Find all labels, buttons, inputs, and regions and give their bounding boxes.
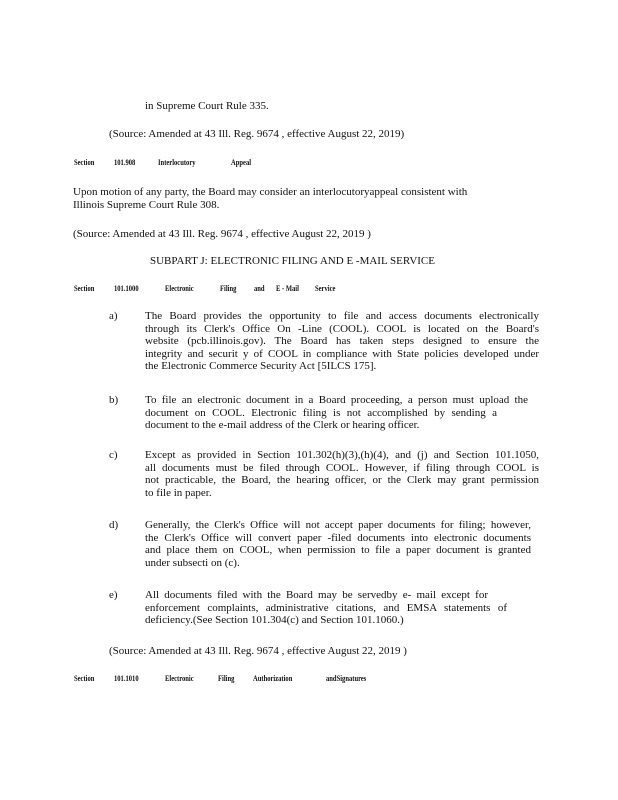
section-number: 101.1010 — [114, 674, 139, 683]
body-line: integrity and securit y of COOL in compliance with State policies developed under — [145, 347, 539, 360]
section-title-word: Filing — [220, 284, 237, 293]
section-title-word: Appeal — [231, 158, 252, 167]
source-note: (Source: Amended at 43 Ill. Reg. 9674 , effective August 22, 2019 ) — [109, 645, 407, 657]
body-line: Except as provided in Section 101.302(h)(3),(h)(4), and (j) and Section 101.1050, — [145, 449, 539, 461]
body-line: not practicable, the Board, the hearing officer, or the Clerk may grant permission — [145, 474, 539, 486]
body-line: Upon motion of any party, the Board may consider an interlocutoryappeal consistent with — [73, 186, 468, 198]
body-line: to file in paper. — [145, 486, 212, 499]
item-label: a) — [109, 310, 118, 322]
body-line: All documents filed with the Board may be servedby e- mail except for — [145, 589, 488, 601]
item-paragraph — [145, 589, 507, 627]
item-paragraph — [145, 449, 539, 499]
section-label: Section — [74, 284, 95, 293]
body-line: under subsecti on (c). — [145, 556, 240, 569]
section-title-word: and — [254, 284, 265, 293]
body-line: document on COOL. Electronic filing is not accomplished by sending a — [145, 406, 497, 419]
section-title-word: Electronic — [165, 284, 194, 293]
section-label: Section — [74, 674, 95, 683]
item-paragraph — [145, 310, 539, 373]
section-number: 101.908 — [114, 158, 136, 167]
body-line: document to the e-mail address of the Clerk or hearing officer. — [145, 419, 420, 431]
item-paragraph — [145, 394, 528, 432]
item-paragraph — [145, 519, 531, 569]
body-line: the Electronic Commerce Security Act [5ILCS 175]. — [145, 360, 377, 372]
body-line: through its Clerk's Office On -Line (COOL). COOL is located on the Board's — [145, 322, 539, 335]
section-title-word: Electronic — [165, 674, 194, 683]
body-line: Generally, the Clerk's Office will not accept paper documents for filing; however, — [145, 519, 531, 531]
section-body-paragraph — [73, 186, 504, 211]
source-note: (Source: Amended at 43 Ill. Reg. 9674 , effective August 22, 2019 ) — [73, 228, 371, 240]
item-label: e) — [109, 589, 118, 601]
section-number: 101.1000 — [114, 284, 139, 293]
body-line: and place them on COOL, when permission to file a paper document is granted — [145, 544, 531, 556]
body-line: To file an electronic document in a Board proceeding, a person must upload the — [145, 394, 528, 406]
subpart-heading: SUBPART J: ELECTRONIC FILING AND E -MAIL SERVICE — [150, 255, 435, 267]
section-title-word: E - Mail — [276, 284, 299, 293]
section-title-word: Service — [315, 284, 336, 293]
item-label: c) — [109, 449, 118, 461]
item-label: b) — [109, 394, 119, 406]
body-line: all documents must be filed through COOL. However, if filing through COOL is — [145, 461, 539, 474]
item-label: d) — [109, 519, 119, 531]
section-title-word: Interlocutory — [158, 158, 196, 167]
body-line: the Clerk's Office will convert paper -filed documents into electronic documents — [145, 531, 531, 544]
body-line: deficiency.(See Section 101.304(c) and Section 101.1060.) — [145, 614, 404, 626]
section-title-word: Authorization — [253, 674, 293, 683]
body-line: The Board provides the opportunity to file and access documents electronically — [145, 310, 539, 322]
continuation-line: in Supreme Court Rule 335. — [145, 100, 269, 112]
section-label: Section — [74, 158, 95, 167]
section-title-word: andSignatures — [326, 674, 367, 683]
source-note: (Source: Amended at 43 Ill. Reg. 9674 , effective August 22, 2019) — [109, 128, 405, 140]
body-line: enforcement complaints, administrative citations, and EMSA statements of — [145, 601, 507, 614]
section-title-word: Filing — [218, 674, 235, 683]
body-line: website (pcb.illinois.gov). The Board has taken steps designed to ensure the — [145, 335, 539, 347]
body-line: Illinois Supreme Court Rule 308. — [73, 198, 220, 211]
